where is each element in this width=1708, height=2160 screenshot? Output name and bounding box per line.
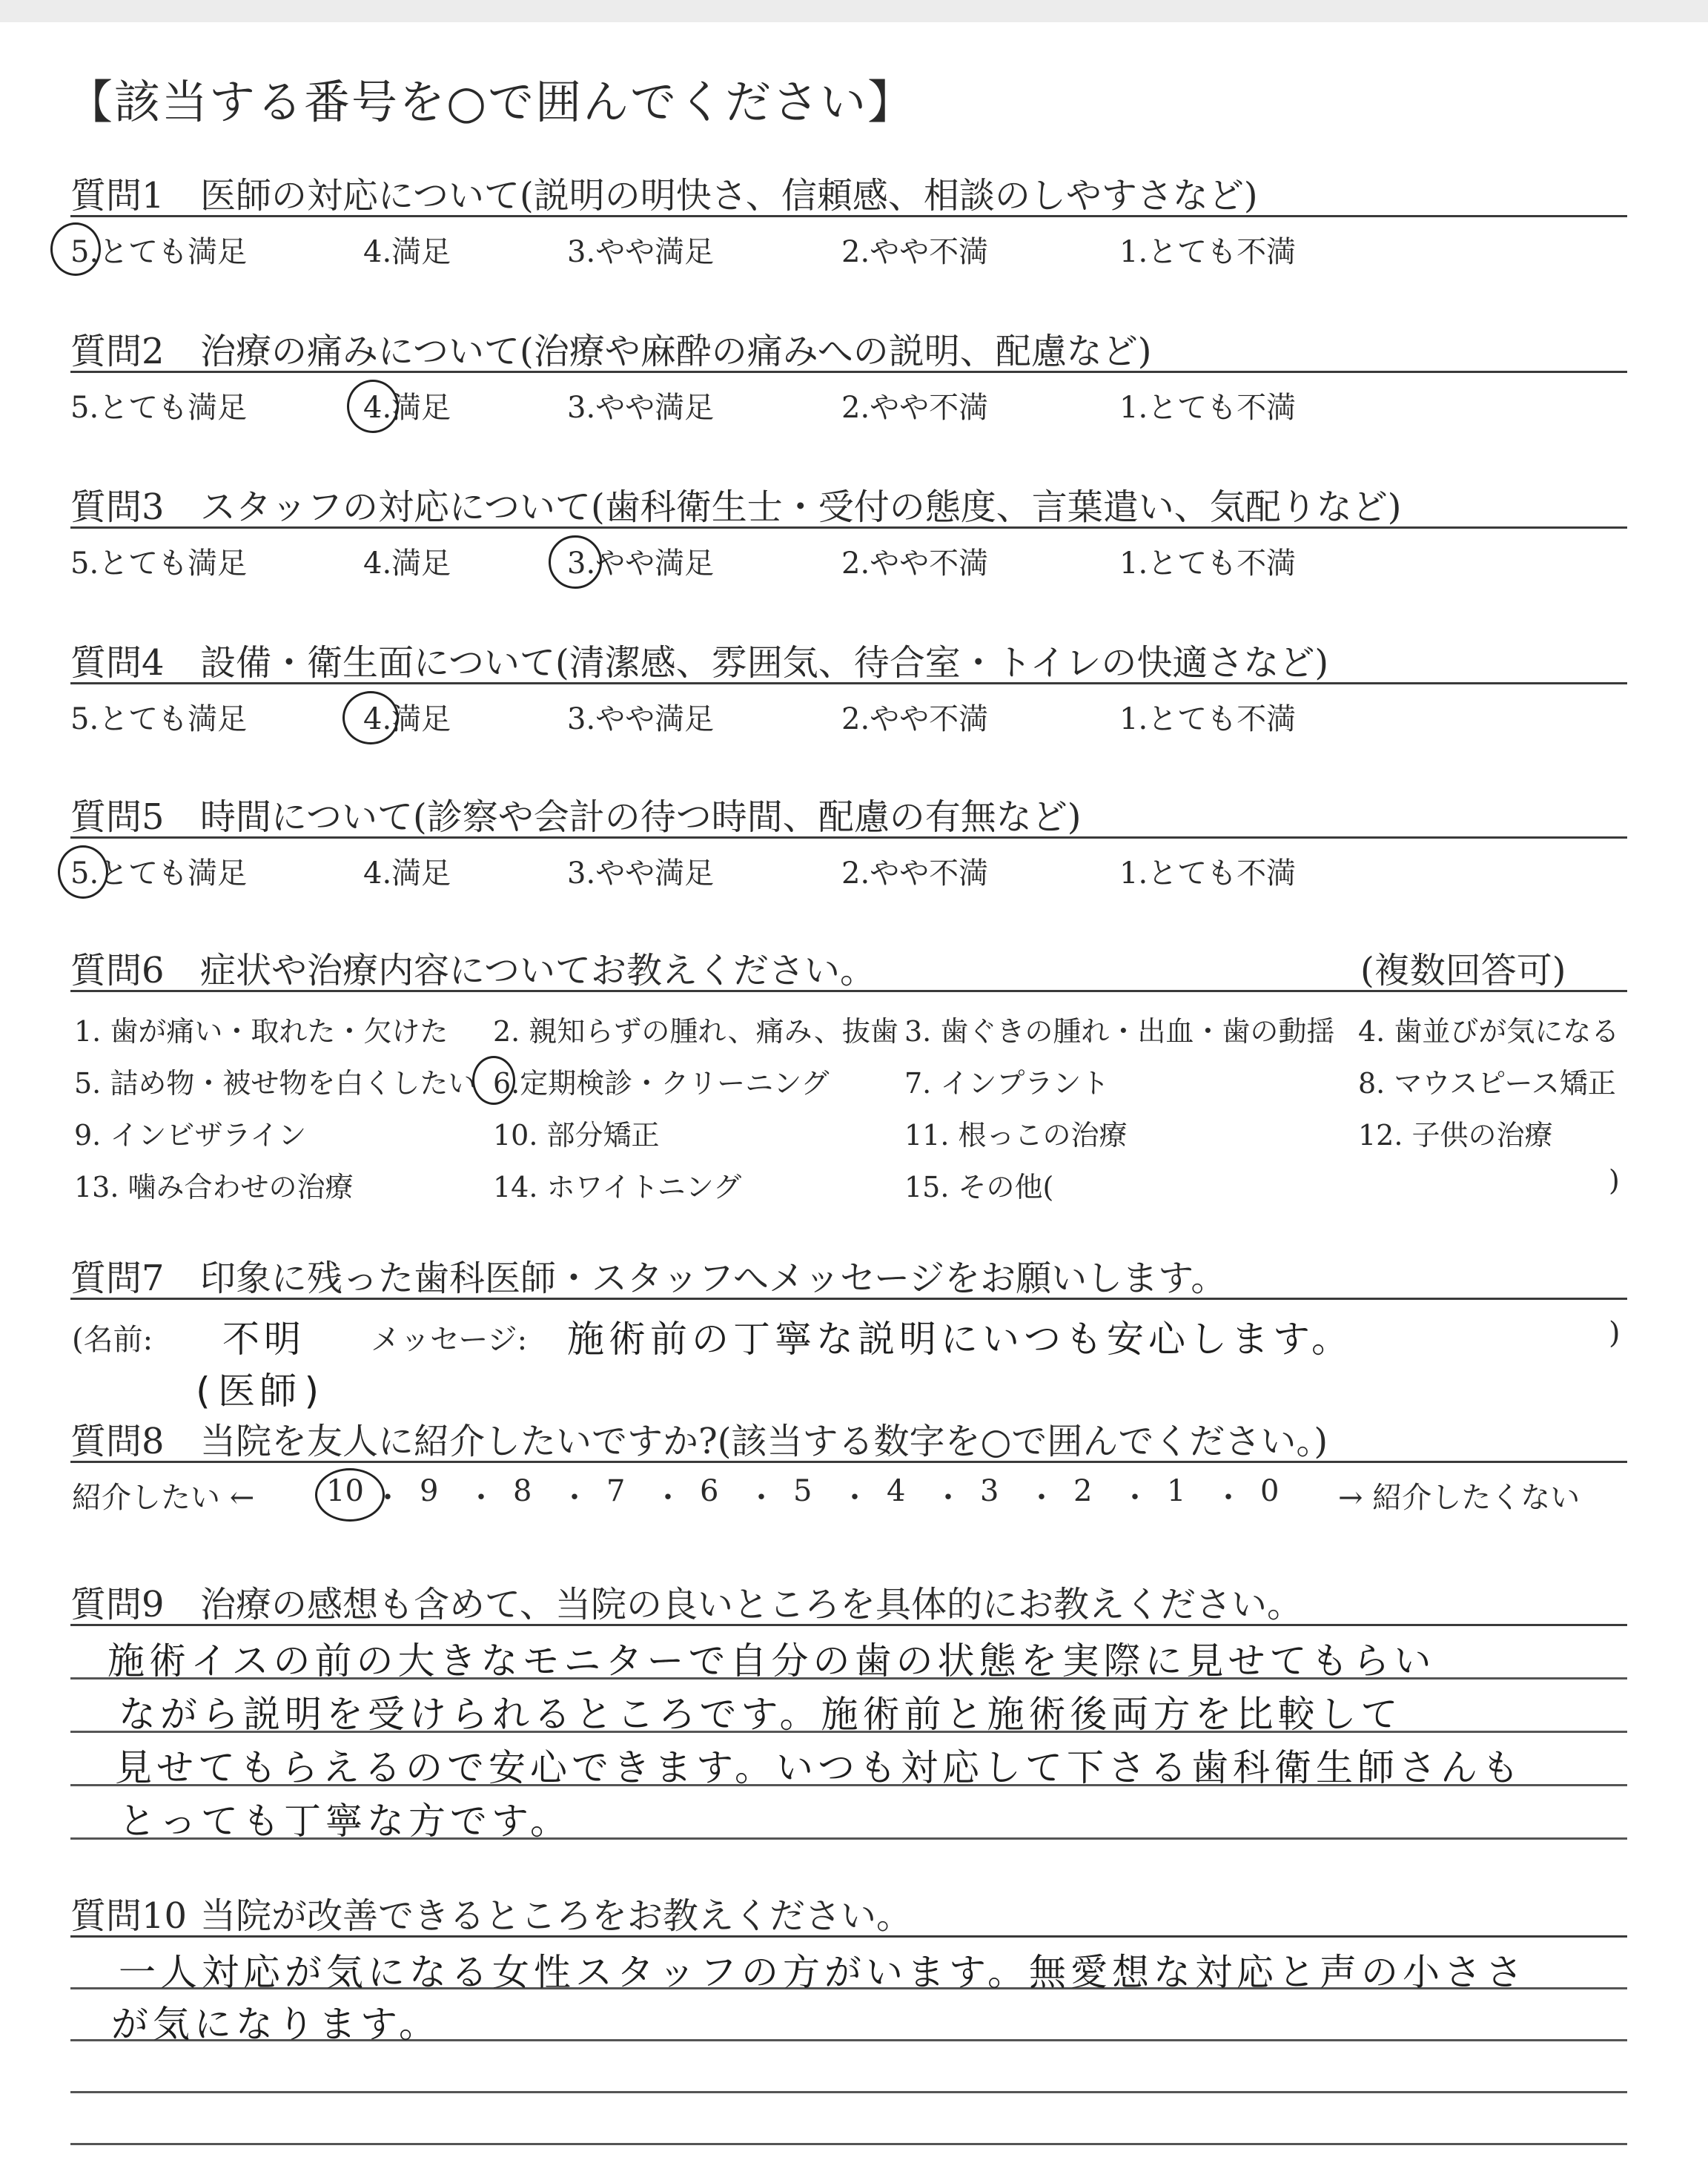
q8-scale-value[interactable]: 5 — [793, 1474, 812, 1508]
q7-message-value[interactable]: 施術前の丁寧な説明にいつも安心します。 — [567, 1318, 1353, 1361]
q8-scale-separator: ・ — [1027, 1481, 1056, 1515]
q6-item-3[interactable]: 3. 歯ぐきの腫れ・出血・歯の動揺 — [904, 1015, 1335, 1048]
question-2-heading — [70, 323, 1152, 374]
q8-scale-separator: ・ — [373, 1481, 403, 1515]
question-10-heading — [70, 1887, 912, 1938]
q8-scale-separator: ・ — [1214, 1481, 1243, 1515]
question-6-number: 質問6 — [70, 950, 165, 991]
question-1-number: 質問1 — [70, 175, 165, 217]
q6-item-11[interactable]: 11. 根っこの治療 — [904, 1119, 1128, 1152]
q7-message-label: メッセージ: — [371, 1323, 528, 1357]
question-7-rule — [70, 1298, 1627, 1300]
q1-option-2[interactable]: 2.やや不満 — [841, 235, 989, 269]
q1-option-3[interactable]: 3.やや満足 — [567, 235, 715, 269]
q2-option-1[interactable]: 1.とても不満 — [1119, 391, 1297, 425]
q2-answer-circle — [347, 380, 399, 433]
q6-item-6[interactable]: 6.定期検診・クリーニング — [493, 1067, 830, 1100]
q1-option-4[interactable]: 4.満足 — [363, 235, 451, 269]
question-4-rule — [70, 682, 1627, 684]
q6-item-8[interactable]: 8. マウスピース矯正 — [1358, 1067, 1616, 1100]
q1-answer-circle — [50, 222, 101, 276]
question-3-number: 質問3 — [70, 486, 165, 528]
q6-item-14[interactable]: 14. ホワイトニング — [493, 1171, 742, 1203]
q3-option-1[interactable]: 1.とても不満 — [1119, 546, 1297, 581]
q8-scale-value[interactable]: 3 — [980, 1474, 999, 1508]
question-3-text: スタッフの対応について(歯科衛生士・受付の態度、言葉遣い、気配りなど) — [200, 486, 1402, 528]
question-8-number: 質問8 — [70, 1421, 165, 1462]
q7-name-label: (名前: — [72, 1323, 153, 1357]
question-4-heading — [70, 634, 1328, 685]
q5-answer-circle — [58, 845, 108, 899]
question-6-heading — [70, 942, 875, 993]
q4-option-5[interactable]: 5.とても満足 — [70, 702, 248, 736]
q6-item-15-close: ) — [1609, 1164, 1620, 1197]
q9-answer-line-1[interactable]: 施術イスの前の大きなモニターで自分の歯の状態を実際に見せてもらい — [107, 1639, 1436, 1682]
question-9-text: 治療の感想も含めて、当院の良いところを具体的にお教えください。 — [200, 1584, 1303, 1625]
q10-writing-line — [70, 2091, 1627, 2093]
q5-option-1[interactable]: 1.とても不満 — [1119, 856, 1297, 891]
question-5-heading — [70, 788, 1082, 839]
q4-option-3[interactable]: 3.やや満足 — [567, 702, 715, 736]
question-5-text: 時間について(診察や会計の待つ時間、配慮の有無など) — [200, 796, 1082, 838]
q8-scale-value[interactable]: 6 — [700, 1474, 719, 1508]
q6-item-9[interactable]: 9. インビザライン — [74, 1119, 307, 1152]
q5-option-5[interactable]: 5.とても満足 — [70, 856, 248, 891]
q4-option-4[interactable]: 4.満足 — [363, 702, 451, 736]
q6-item-2[interactable]: 2. 親知らずの腫れ、痛み、抜歯 — [493, 1015, 898, 1048]
q8-scale-value[interactable]: 0 — [1260, 1474, 1280, 1508]
q8-scale-separator: ・ — [466, 1481, 496, 1515]
question-5-number: 質問5 — [70, 796, 165, 838]
q3-answer-circle — [549, 535, 602, 589]
q8-scale-value[interactable]: 8 — [513, 1474, 532, 1508]
q8-scale-value[interactable]: 10 — [326, 1474, 364, 1508]
question-5-rule — [70, 836, 1627, 839]
q6-item-13[interactable]: 13. 噛み合わせの治療 — [74, 1171, 354, 1203]
q5-option-4[interactable]: 4.満足 — [363, 856, 451, 891]
q3-option-3[interactable]: 3.やや満足 — [567, 546, 715, 581]
q8-left-label: 紹介したい ← — [72, 1481, 255, 1515]
q2-option-2[interactable]: 2.やや不満 — [841, 391, 989, 425]
page-title: 【該当する番号を○で囲んでください】 — [67, 75, 916, 129]
q6-item-5[interactable]: 5. 詰め物・被せ物を白くしたい — [74, 1067, 477, 1100]
q6-item-10[interactable]: 10. 部分矯正 — [493, 1119, 660, 1152]
q4-option-1[interactable]: 1.とても不満 — [1119, 702, 1297, 736]
q8-scale-separator: ・ — [653, 1481, 683, 1515]
q1-option-1[interactable]: 1.とても不満 — [1119, 235, 1297, 269]
q1-option-5[interactable]: 5.とても満足 — [70, 235, 248, 269]
q5-option-3[interactable]: 3.やや満足 — [567, 856, 715, 891]
q10-answer-line-1[interactable]: 一人対応が気になる女性スタッフの方がいます。無愛想な対応と声の小ささ — [119, 1951, 1527, 1994]
question-8-heading — [70, 1413, 1328, 1464]
question-6-note: (複数回答可) — [1360, 950, 1566, 991]
question-6-rule — [70, 990, 1627, 992]
q8-answer-circle — [315, 1468, 385, 1522]
q2-option-5[interactable]: 5.とても満足 — [70, 391, 248, 425]
q8-scale-value[interactable]: 2 — [1073, 1474, 1093, 1508]
question-9-heading — [70, 1576, 1302, 1627]
q6-item-1[interactable]: 1. 歯が痛い・取れた・欠けた — [74, 1015, 448, 1048]
q9-answer-line-4[interactable]: とっても丁寧な方です。 — [119, 1800, 572, 1843]
question-2-text: 治療の痛みについて(治療や麻酔の痛みへの説明、配慮など) — [200, 331, 1152, 372]
question-10-rule — [70, 1935, 1627, 1938]
question-10-number: 質問10 — [70, 1895, 188, 1937]
q7-name-value[interactable]: 不明 — [222, 1318, 305, 1361]
q8-scale-separator: ・ — [747, 1481, 776, 1515]
q10-answer-line-2[interactable]: が気になります。 — [111, 2003, 440, 2046]
q8-right-label: → 紹介したくない — [1338, 1481, 1580, 1515]
q7-close-paren: ) — [1609, 1316, 1621, 1350]
q7-name-sub: (医師) — [191, 1370, 328, 1413]
q2-option-4[interactable]: 4.満足 — [363, 391, 451, 425]
q10-writing-line — [70, 2143, 1627, 2145]
question-1-text: 医師の対応について(説明の明快さ、信頼感、相談のしやすさなど) — [200, 175, 1258, 217]
q8-scale-separator: ・ — [840, 1481, 870, 1515]
question-9-number: 質問9 — [70, 1584, 165, 1625]
question-3-heading — [70, 478, 1402, 529]
q3-option-5[interactable]: 5.とても満足 — [70, 546, 248, 581]
q8-scale-separator: ・ — [933, 1481, 963, 1515]
q8-scale-separator: ・ — [1120, 1481, 1150, 1515]
q2-option-3[interactable]: 3.やや満足 — [567, 391, 715, 425]
q8-scale-value[interactable]: 9 — [420, 1474, 439, 1508]
question-7-text: 印象に残った歯科医師・スタッフへメッセージをお願いします。 — [200, 1258, 1227, 1299]
question-8-rule — [70, 1461, 1627, 1463]
q8-scale-value[interactable]: 4 — [887, 1474, 906, 1508]
question-7-number: 質問7 — [70, 1258, 165, 1299]
question-1-rule — [70, 215, 1627, 217]
question-9-rule — [70, 1624, 1627, 1626]
question-3-rule — [70, 526, 1627, 529]
q9-answer-line-2[interactable]: ながら説明を受けられるところです。施術前と施術後両方を比較して — [119, 1693, 1403, 1736]
q8-scale-value[interactable]: 1 — [1167, 1474, 1186, 1508]
scan-top-band — [0, 0, 1708, 22]
q6-item-12[interactable]: 12. 子供の治療 — [1358, 1119, 1553, 1152]
question-2-number: 質問2 — [70, 331, 165, 372]
question-4-number: 質問4 — [70, 642, 165, 684]
q3-option-4[interactable]: 4.満足 — [363, 546, 451, 581]
q4-answer-circle — [342, 691, 399, 744]
question-1-heading — [70, 167, 1258, 218]
question-6-text: 症状や治療内容についてお教えください。 — [200, 950, 876, 991]
question-7-heading — [70, 1249, 1226, 1301]
q6-item-4[interactable]: 4. 歯並びが気になる — [1358, 1015, 1620, 1048]
question-2-rule — [70, 371, 1627, 373]
question-8-text: 当院を友人に紹介したいですか?(該当する数字を○で囲んでください。) — [200, 1421, 1328, 1462]
question-10-text: 当院が改善できるところをお教えください。 — [200, 1895, 913, 1937]
q5-option-2[interactable]: 2.やや不満 — [841, 856, 989, 891]
q3-option-2[interactable]: 2.やや不満 — [841, 546, 989, 581]
question-4-text: 設備・衛生面について(清潔感、雰囲気、待合室・トイレの快適さなど) — [200, 642, 1329, 684]
q6-item-15[interactable]: 15. その他( — [904, 1171, 1054, 1203]
q4-option-2[interactable]: 2.やや不満 — [841, 702, 989, 736]
q8-scale-separator: ・ — [560, 1481, 589, 1515]
q6-answer-circle — [472, 1056, 515, 1105]
q9-answer-line-3[interactable]: 見せてもらえるので安心できます。いつも対応して下さる歯科衛生師さんも — [115, 1746, 1523, 1789]
q8-scale-value[interactable]: 7 — [606, 1474, 626, 1508]
q6-item-7[interactable]: 7. インプラント — [904, 1067, 1110, 1100]
